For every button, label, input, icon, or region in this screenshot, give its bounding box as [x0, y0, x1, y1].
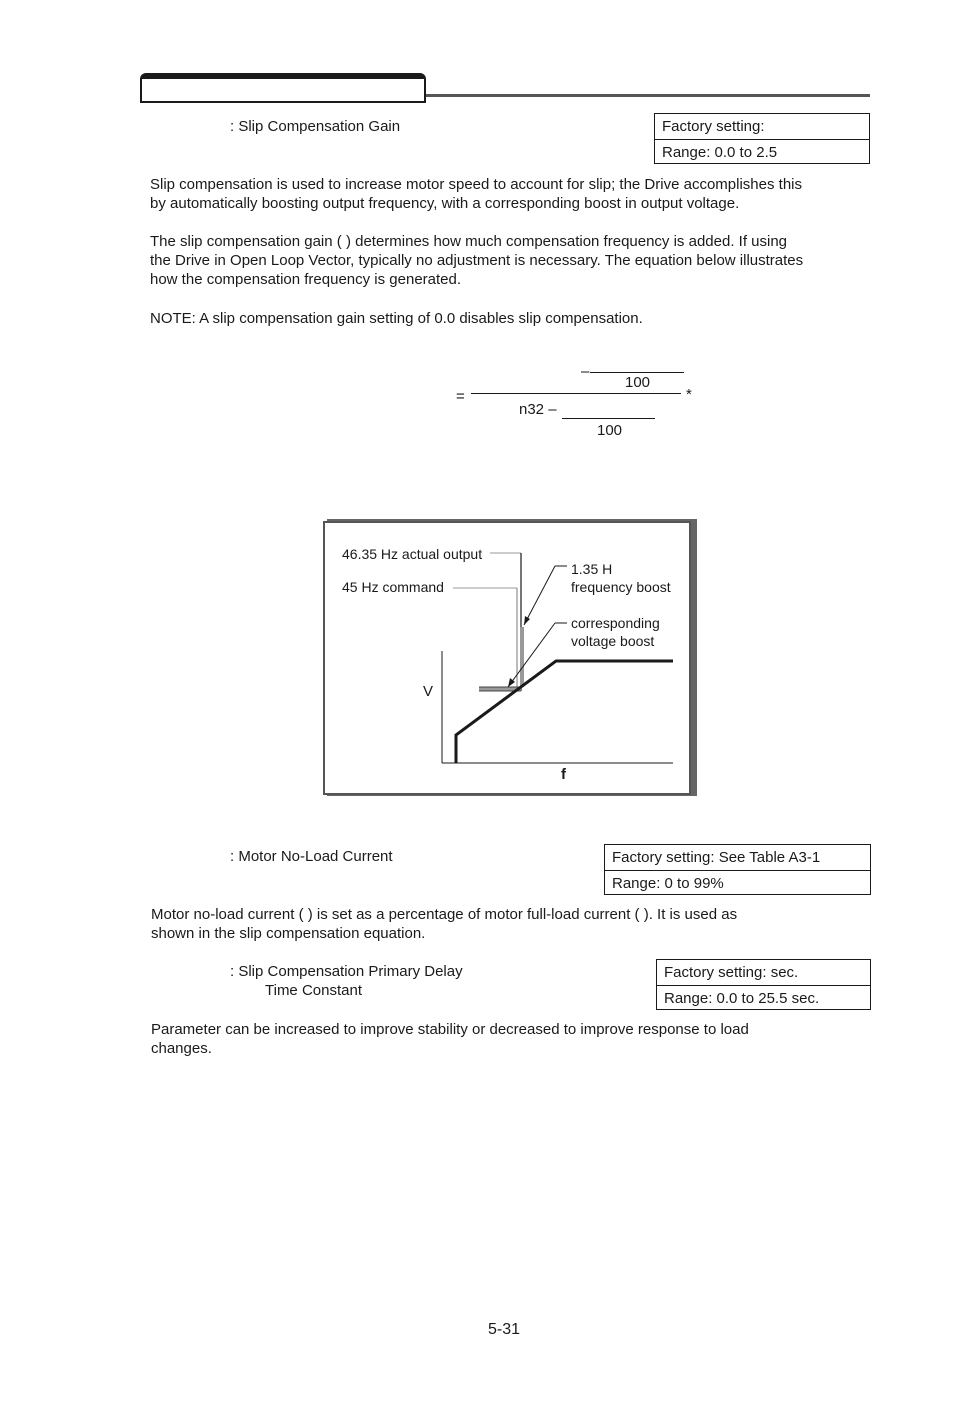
factory-setting-label: Factory setting:	[662, 118, 765, 135]
delay-heading-line2: Time Constant	[265, 982, 362, 999]
slip-gain-heading: : Slip Compensation Gain	[230, 118, 401, 135]
no-load-heading: : Motor No-Load Current	[230, 848, 393, 865]
eq-main-fraction-bar	[471, 393, 681, 394]
paragraph-line: Parameter can be increased to improve stability or decreased to improve response to load	[151, 1021, 749, 1038]
axis-label-f: f	[561, 766, 566, 783]
freq-boost-arrow	[524, 566, 555, 625]
paragraph-line: shown in the slip compensation equation.	[151, 925, 426, 942]
paragraph-line: Motor no-load current ( ) is set as a percentage of motor full-load current ( ). It is used as	[151, 906, 738, 923]
paragraph-line: the Drive in Open Loop Vector, typically no adjustment is necessary. The equation below illustrates	[150, 252, 804, 269]
delay-settings-box	[656, 959, 871, 1010]
eq-minus: –	[581, 363, 590, 380]
range-label: Range: 0.0 to 25.5 sec.	[657, 985, 870, 1010]
label-actual-output: 46.35 Hz actual output	[342, 546, 483, 562]
no-load-settings-box	[604, 844, 871, 895]
eq-n32-minus: n32 –	[519, 401, 557, 418]
paragraph-line: changes.	[151, 1040, 212, 1057]
paragraph-line: by automatically boosting output frequency, with a corresponding boost in output voltage.	[150, 195, 740, 212]
note-text: NOTE: A slip compensation gain setting of 0.0 disables slip compensation.	[150, 310, 643, 327]
eq-hundred-top: 100	[625, 374, 651, 391]
delay-heading-line1: : Slip Compensation Primary Delay	[230, 963, 463, 980]
factory-setting-label: Factory setting: sec.	[664, 964, 799, 981]
label-voltage-line1: corresponding	[571, 615, 660, 631]
paragraph-line: Slip compensation is used to increase motor speed to account for slip; the Drive accomplishes this	[150, 176, 802, 193]
paragraph-line: The slip compensation gain ( ) determines how much compensation frequency is added. If using	[150, 233, 788, 250]
factory-setting-label: Factory setting: See Table A3-1	[612, 849, 821, 866]
eq-fraction-bar-bottom	[562, 418, 655, 419]
range-label: Range: 0 to 99%	[605, 870, 870, 895]
label-command: 45 Hz command	[342, 579, 444, 595]
section-header-tab	[140, 73, 426, 103]
label-boost-line1: 1.35 H	[571, 561, 613, 577]
paragraph-line: how the compensation frequency is generated.	[150, 271, 462, 288]
eq-star: *	[686, 386, 692, 403]
slip-gain-settings-box	[654, 113, 870, 164]
vf-curve	[456, 661, 673, 763]
page-number: 5-31	[488, 1321, 521, 1338]
section-header-rule	[426, 94, 870, 97]
eq-equals: =	[456, 388, 465, 405]
frequency-boost-bar	[520, 627, 524, 687]
label-voltage-line2: voltage boost	[571, 633, 655, 649]
eq-hundred-bottom: 100	[597, 422, 623, 439]
label-boost-line2: frequency boost	[571, 579, 671, 595]
range-label: Range: 0.0 to 2.5	[655, 139, 869, 164]
axis-label-v: V	[423, 683, 434, 700]
